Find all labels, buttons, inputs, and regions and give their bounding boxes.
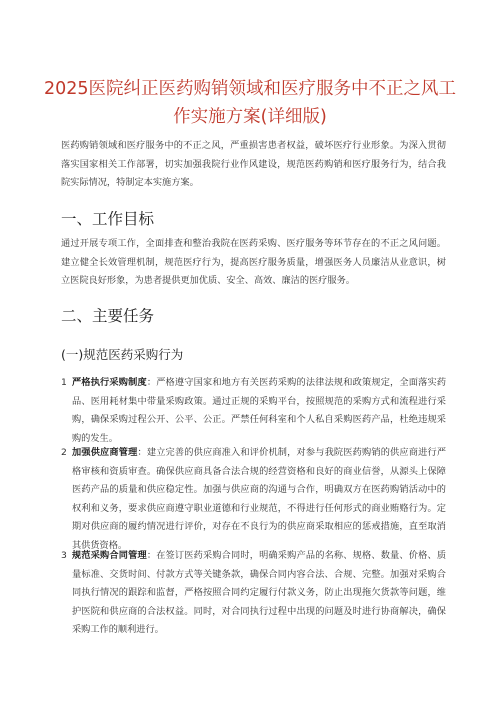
list-item-label: 加强供应商管理	[72, 447, 138, 458]
list-item	[61, 374, 446, 448]
list-item-text	[72, 547, 446, 640]
section-heading-tasks: 二、主要任务	[61, 307, 155, 325]
list-item-text	[72, 444, 446, 555]
list-item-text	[72, 374, 446, 448]
list-item-label: 严格执行采购制度	[72, 377, 147, 388]
list-item-number: 2	[61, 447, 67, 458]
section-heading-goals: 一、工作目标	[61, 210, 155, 228]
list-item-body: ：严格遵守国家和地方有关医药采购的法律法规和政策规定，全面落实药品、医用耗材集中带量采购政策。通过正规的采购平台，按照规范的采购方式和流程进行采购，确保采购过程公开、公平、公正。严禁任何科室和个人私自采购医药产品，杜绝违规采购的发生。	[72, 377, 447, 444]
list-item	[61, 444, 446, 555]
list-item	[61, 547, 446, 640]
list-item-number: 1	[61, 377, 67, 388]
intro-paragraph: 医药购销领域和医疗服务中的不正之风，严重损害患者权益，破坏医疗行业形象。为深入贯彻落实国家相关工作部署，切实加强我院行业作风建设，规范医药购销和医疗服务行为，结合我院实际情况，特制定本实施方案。	[61, 140, 446, 188]
subsection-heading-procurement: (一)规范医药采购行为	[61, 347, 184, 362]
goals-paragraph: 通过开展专项工作，全面排查和整治我院在医药采购、医疗服务等环节存在的不正之风问题。建立健全长效管理机制，规范医疗行为，提高医疗服务质量，增强医务人员廉洁从业意识，树立医院良好形象，为患者提供更加优质、安全、高效、廉洁的医疗服务。	[61, 238, 446, 286]
list-item-body: ：在签订医药采购合同时，明确采购产品的名称、规格、数量、价格、质量标准、交货时间、付款方式等关键条款，确保合同内容合法、合规、完整。加强对采购合同执行情况的跟踪和监督，严格按照合同约定履行付款义务，防止出现拖欠货款等问题，维护医院和供应商的合法权益。同时，对合同执行过程中出现的问题及时进行协商解决，确保采购工作的顺利进行。	[72, 550, 447, 635]
list-item-number: 3	[61, 550, 67, 561]
list-item-body: ：建立完善的供应商准入和评价机制，对参与我院医药购销的供应商进行严格审核和资质审查。确保供应商具备合法合规的经营资格和良好的商业信誉，从源头上保障医药产品的质量和供应稳定性。加强与供应商的沟通与合作，明确双方在医药购销活动中的权利和义务，要求供应商遵守职业道德和行业规范，不得进行任何形式的商业贿赂行为。定期对供应商的履约情况进行评价，对存在不良行为的供应商采取相应的惩戒措施，直至取消其供货资格。	[72, 447, 447, 551]
list-item-label: 规范采购合同管理	[72, 550, 147, 561]
document-title: 2025医院纠正医药购销领域和医疗服务中不正之风工作实施方案(详细版)	[43, 79, 457, 127]
